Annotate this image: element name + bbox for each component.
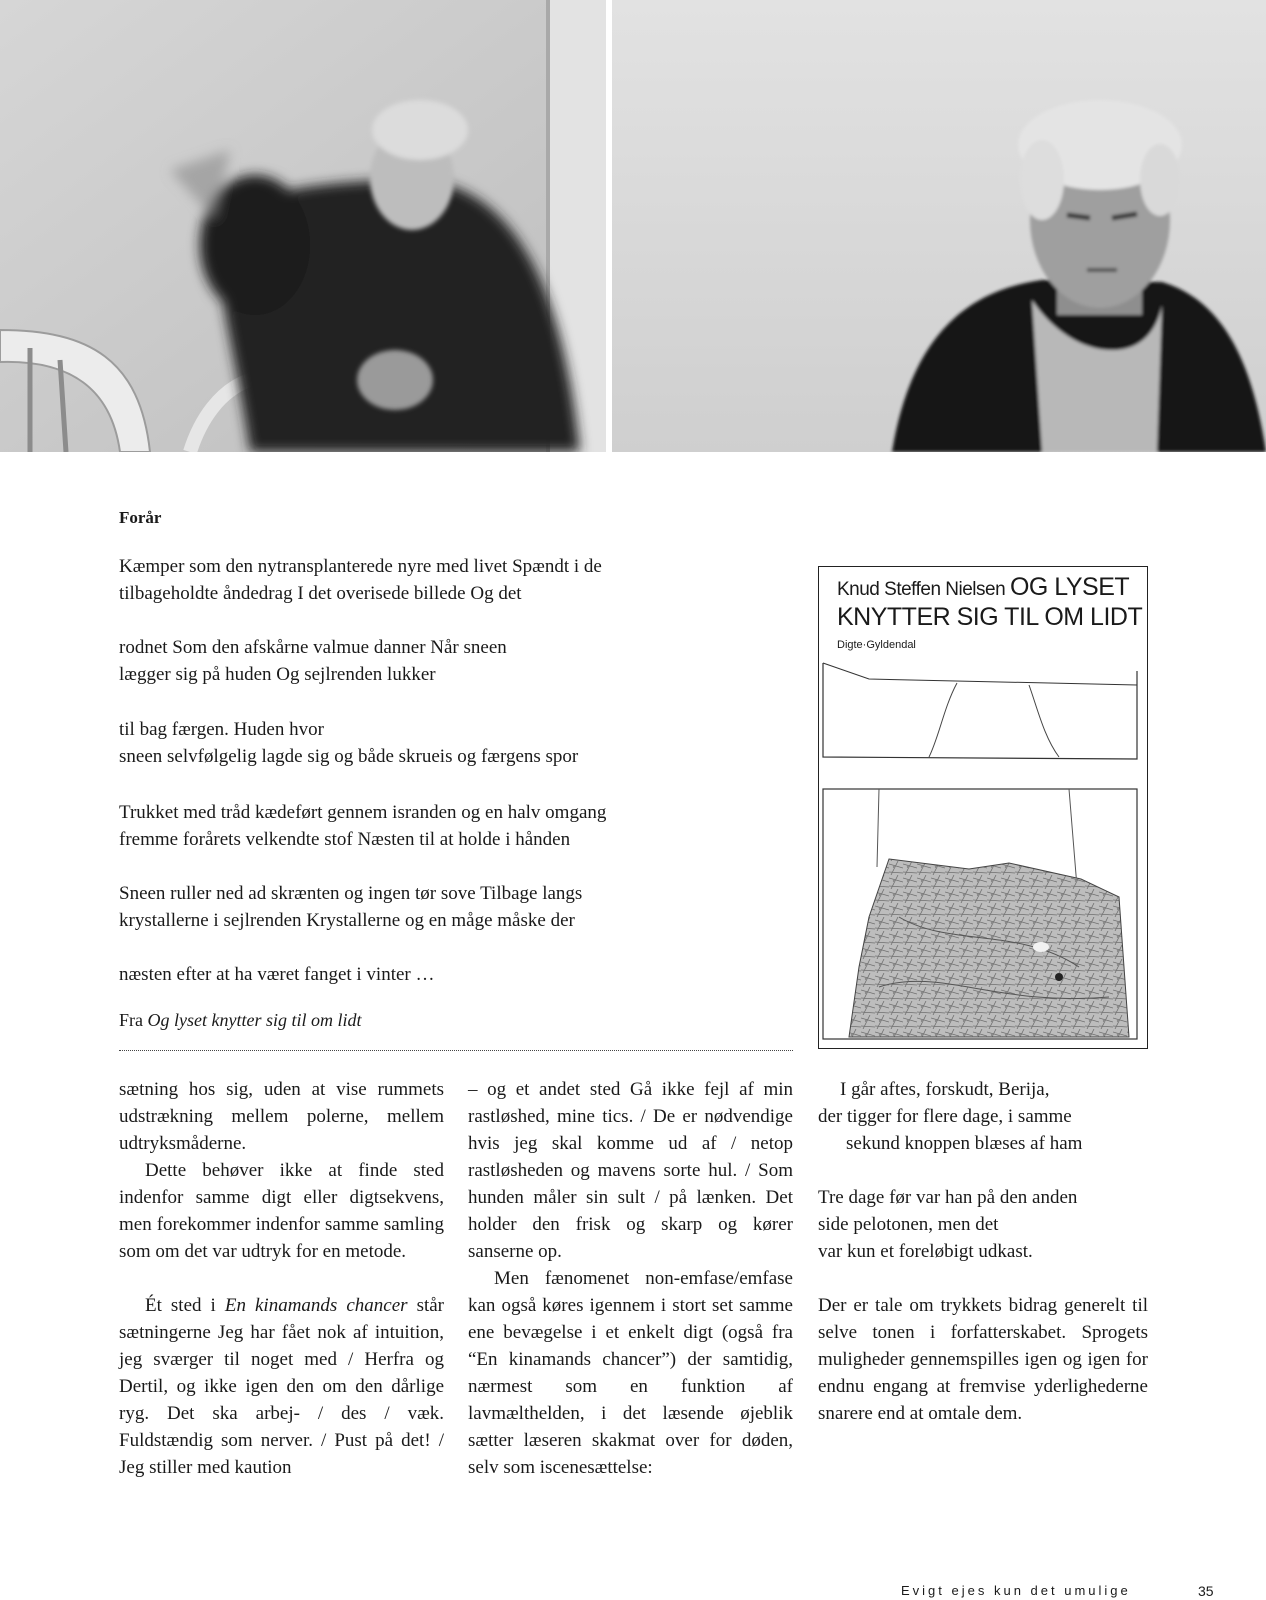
poem-stanza-6 xyxy=(119,961,799,988)
photo-left-blurred-figure xyxy=(0,0,606,452)
poem-line: krystallerne i sejlrenden Krystallerne og en måge måske der xyxy=(119,910,575,931)
poem-stanza-3 xyxy=(119,716,799,770)
poem-line: sneen selvfølgelig lagde sig og både skrueis og færgens spor xyxy=(119,746,579,767)
cover-author: Knud Steffen Nielsen xyxy=(837,579,1006,600)
poem-title: Forår xyxy=(119,508,162,527)
poem-stanza-2 xyxy=(119,634,799,688)
verse-line: side pelotonen, men det xyxy=(818,1214,999,1235)
cover-title-line1: OG LYSET xyxy=(1009,573,1130,601)
paragraph xyxy=(119,1292,444,1481)
poem-stanza-4 xyxy=(119,799,799,853)
paragraph: Men fænomenet non-emfase/emfase kan også køres igennem i stort set samme ene bevægelse i et enkelt digt (også fra “En kinamands chancer”) der samtidig, nærmest som en funktion af lavmælthelden, i det læsende øjeblik sætter læseren skakmat over for døden, selv som iscenesættelse: xyxy=(468,1268,793,1478)
book-title: En kinamands chancer xyxy=(224,1295,408,1316)
poem-line: næsten efter at ha været fanget i vinter … xyxy=(119,964,435,985)
cover-illustration xyxy=(819,567,1149,1050)
photo-right-portrait xyxy=(612,0,1266,452)
poem-line: lægger sig på huden Og sejlrenden lukker xyxy=(119,664,436,685)
source-title: Og lyset knytter sig til om lidt xyxy=(147,1010,362,1030)
body-column-3 xyxy=(818,1076,1148,1427)
poem-source xyxy=(119,1010,361,1031)
page-number: 35 xyxy=(1198,1583,1214,1599)
poem-line: Sneen ruller ned ad skrænten og ingen tør sove Tilbage langs xyxy=(119,883,583,904)
verse-line: Tre dage før var han på den anden xyxy=(818,1187,1078,1208)
verse-line: sekund knoppen blæses af ham xyxy=(846,1133,1083,1154)
poem-line: tilbageholdte åndedrag I det overisede billede Og det xyxy=(119,583,522,604)
verse-line: der tigger for flere dage, i samme xyxy=(818,1106,1072,1127)
verse-line: var kun et foreløbigt udkast. xyxy=(818,1241,1033,1262)
poem-line: Kæmper som den nytransplanterede nyre med livet Spændt i de xyxy=(119,556,602,577)
source-prefix: Fra xyxy=(119,1010,143,1030)
body-column-1 xyxy=(119,1076,444,1481)
body-column-2 xyxy=(468,1076,793,1481)
running-head: Evigt ejes kun det umulige xyxy=(901,1583,1131,1598)
verse-line: I går aftes, forskudt, Berija, xyxy=(840,1079,1050,1100)
text-run: står sætningerne Jeg har fået nok af intuition, jeg sværger til noget med / Herfra og Dertil, og ikke igen den om den dårlige ryg. Det ska arbej- / des / væk. Fuldstændig som nerver. / Pust på det! / Jeg stiller med kaution xyxy=(119,1295,445,1478)
poem-line: til bag færgen. Huden hvor xyxy=(119,719,324,740)
poem-stanza-5 xyxy=(119,880,799,934)
book-cover xyxy=(818,566,1148,1049)
cover-publisher: Digte·Gyldendal xyxy=(837,639,916,651)
poem-line: fremme forårets velkendte stof Næsten til at holde i hånden xyxy=(119,829,571,850)
poem-line: rodnet Som den afskårne valmue danner Når sneen xyxy=(119,637,507,658)
paragraph: Der er tale om trykkets bidrag generelt til selve tonen i forfatterskabet. Sprogets muligheder gennemspilles igen og igen for endnu engang at fremvise yderlighederne snarere end at omtale dem. xyxy=(818,1295,1148,1424)
cover-title-line2: KNYTTER SIG TIL OM LIDT xyxy=(837,603,1143,631)
poem-line: Trukket med tråd kædeført gennem isranden og en halv omgang xyxy=(119,802,607,823)
dotted-divider xyxy=(119,1050,793,1051)
text-run: Ét sted i xyxy=(145,1295,216,1316)
poem-stanza-1 xyxy=(119,553,799,607)
paragraph: – og et andet sted Gå ikke fejl af min rastløshed, mine tics. / De er nødvendige hvis jeg skal komme ud af / netop rastløsheden og mavens sorte hul. / Som hunden måler sin sult / på lænken. Det holder den frisk og skarp og kører sanserne op. xyxy=(468,1079,793,1262)
paragraph: Dette behøver ikke at finde sted indenfor samme digt eller digtsekvens, men forekommer indenfor samme samling som om det var udtryk for en metode. xyxy=(119,1160,444,1262)
paragraph: sætning hos sig, uden at vise rummets udstrækning mellem polerne, mellem udtryksmåderne. xyxy=(119,1079,444,1154)
